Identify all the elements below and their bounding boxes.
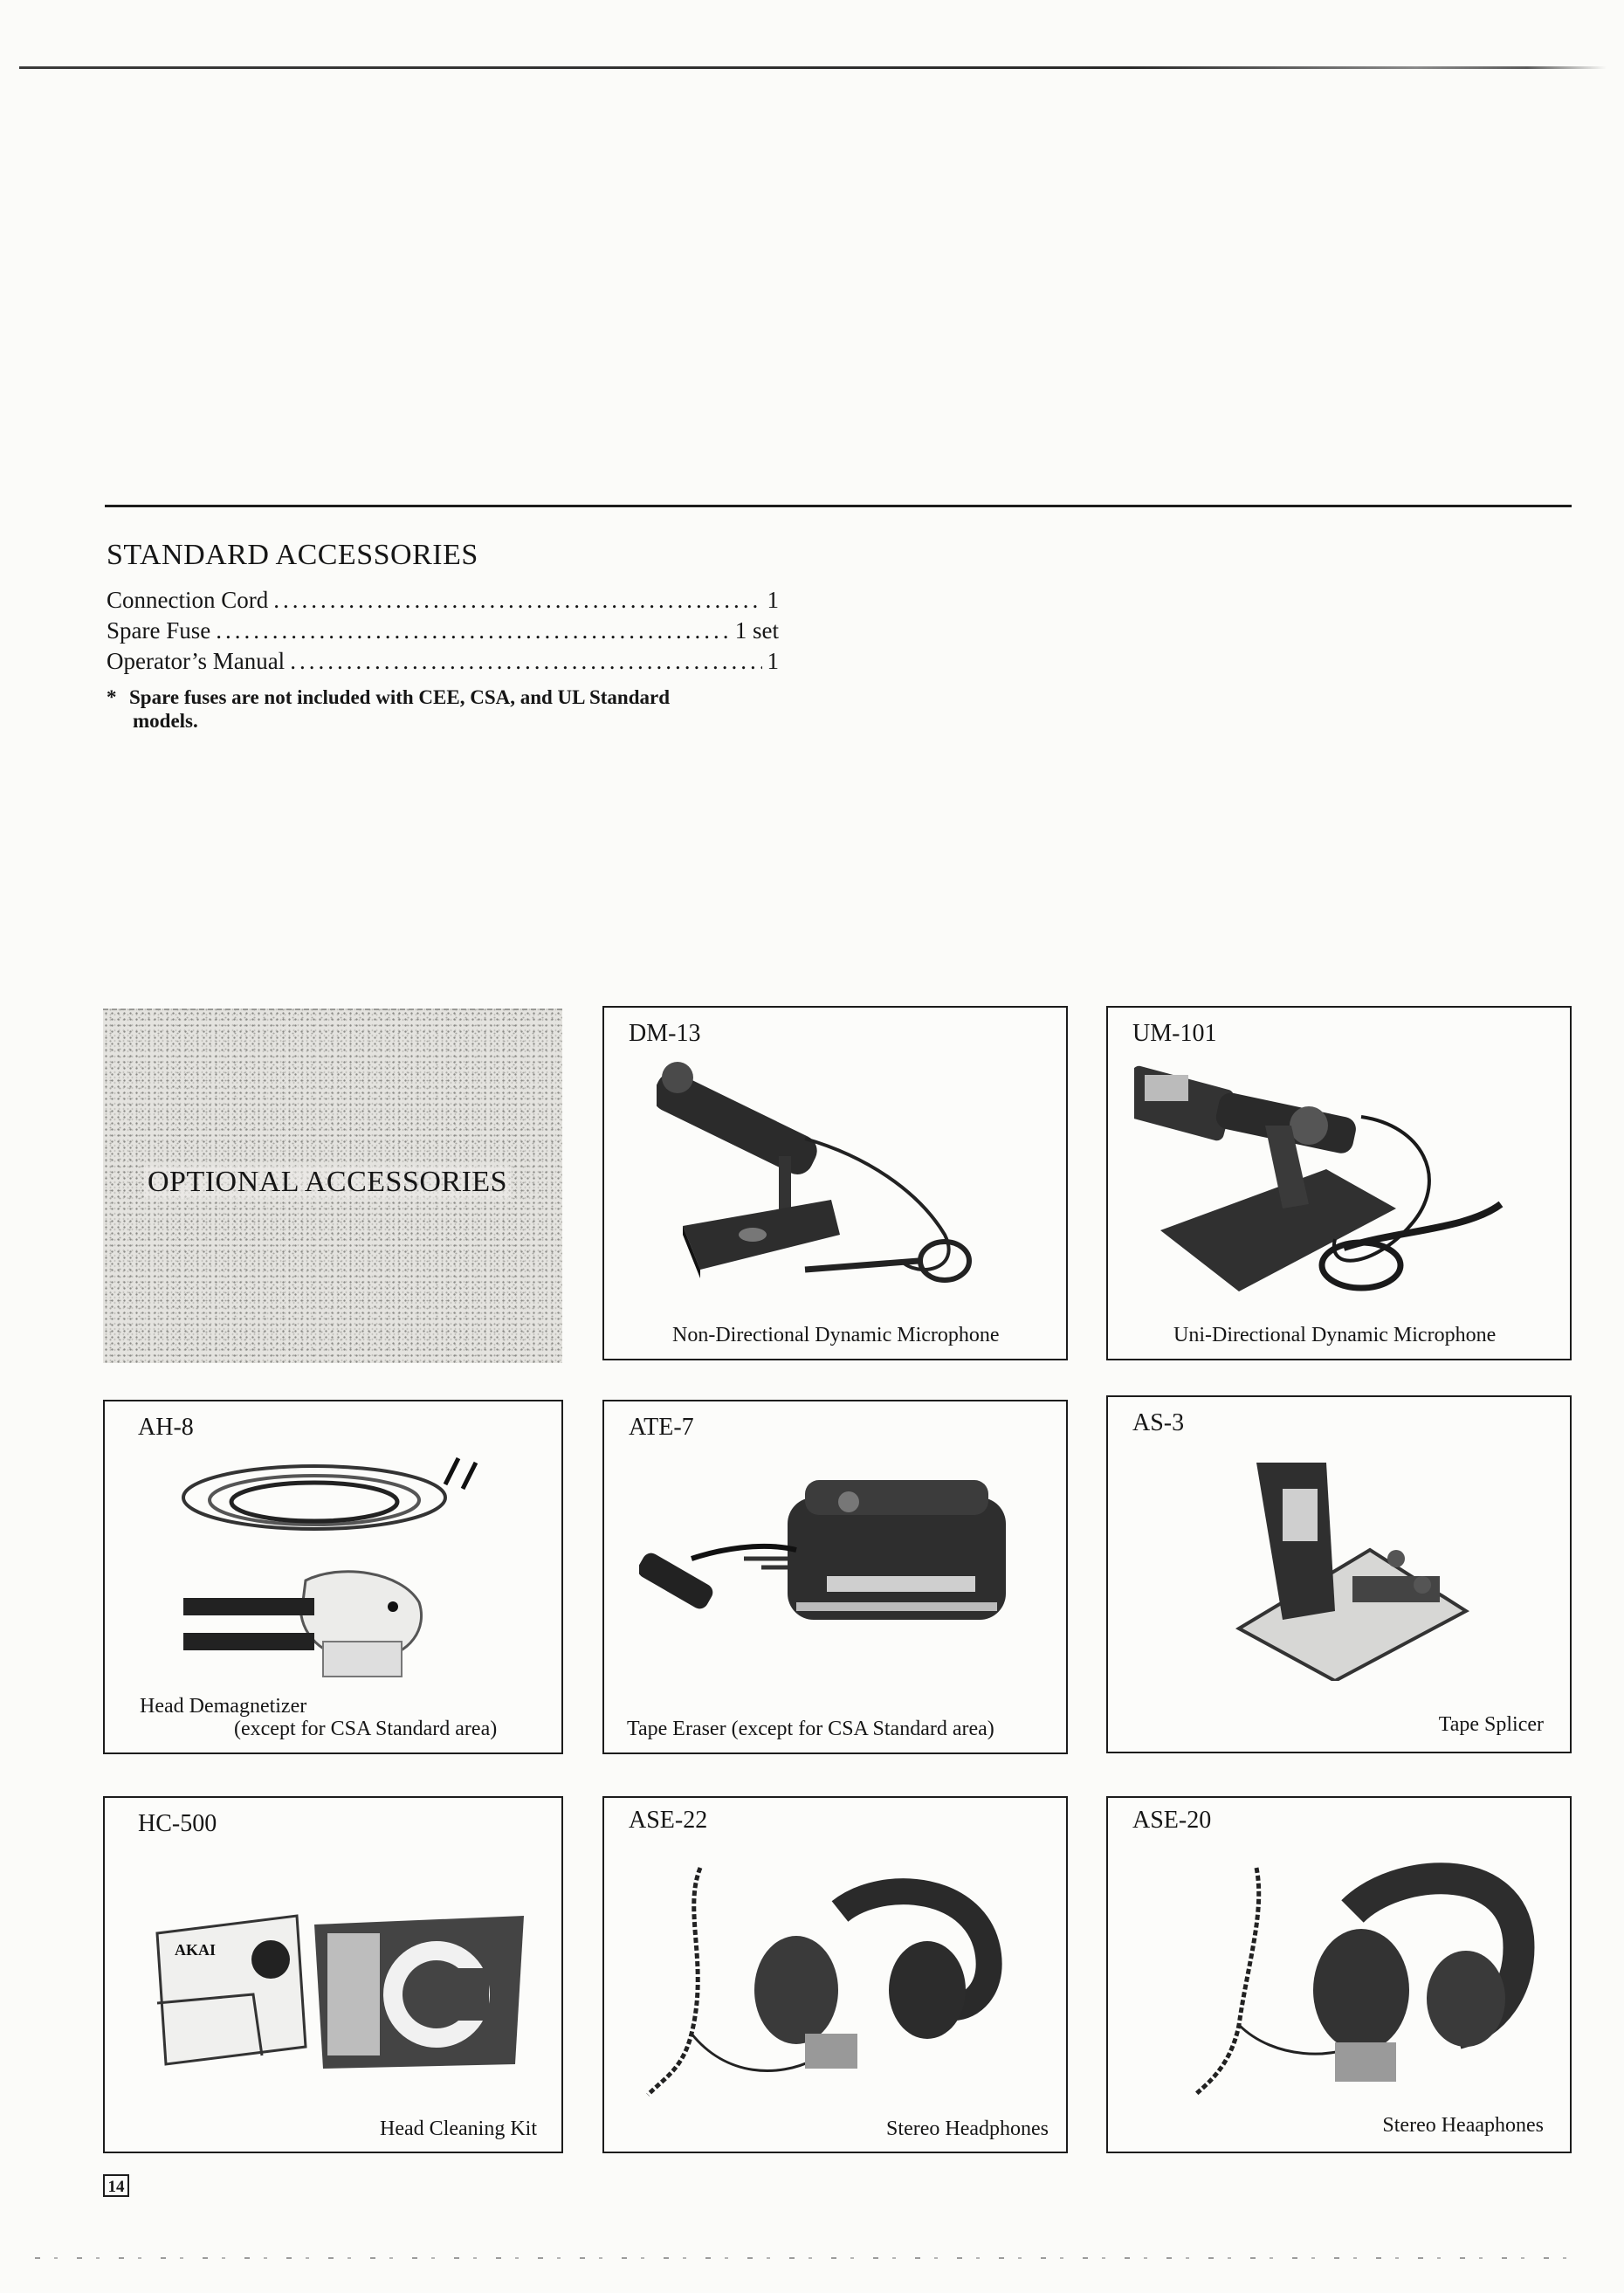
stereo-headphones-photo: [639, 1859, 1041, 2112]
accessory-row: [107, 617, 779, 648]
tape-splicer-photo: [1221, 1454, 1483, 1681]
accessory-label: Spare Fuse: [107, 617, 211, 644]
caption-line-1: Head Demagnetizer: [140, 1695, 307, 1718]
accessory-card-as3: [1106, 1395, 1572, 1753]
accessory-card-dm13: [602, 1006, 1068, 1360]
fuse-note: [107, 685, 779, 733]
caption-line-2: (except for CSA Standard area): [234, 1718, 498, 1740]
model-label: AS-3: [1132, 1409, 1185, 1436]
accessory-qty: 1: [767, 648, 779, 674]
caption: Head Cleaning Kit: [380, 2117, 537, 2140]
accessory-qty: 1: [767, 587, 779, 613]
section-divider: [105, 505, 1572, 507]
note-line-2: models.: [133, 710, 198, 732]
model-label: AH-8: [138, 1414, 194, 1441]
caption: Stereo Headphones: [886, 2117, 1049, 2140]
note-asterisk: *: [107, 686, 117, 708]
dynamic-microphone-photo: [657, 1060, 1023, 1305]
optional-accessories-title: OPTIONAL ACCESSORIES: [144, 1166, 511, 1199]
accessory-row: [107, 587, 779, 617]
model-label: ASE-22: [629, 1807, 708, 1834]
page-number: 14: [103, 2174, 129, 2197]
caption: Tape Splicer: [1438, 1713, 1544, 1736]
head-demagnetizer-photo: [157, 1449, 524, 1694]
tape-eraser-photo: [639, 1463, 1041, 1698]
accessory-qty: 1 set: [734, 617, 779, 644]
accessory-label: Operator’s Manual: [107, 648, 286, 674]
caption: Non-Directional Dynamic Microphone: [672, 1324, 1000, 1346]
unidirectional-microphone-photo: [1134, 1056, 1545, 1318]
accessory-card-ase20: [1106, 1796, 1572, 2153]
leader-dots: [216, 617, 730, 644]
leader-dots: [273, 587, 761, 614]
caption: Uni-Directional Dynamic Microphone: [1173, 1324, 1497, 1346]
model-label: UM-101: [1132, 1020, 1217, 1047]
accessory-card-ah8: [103, 1400, 563, 1754]
accessory-card-um101: [1106, 1006, 1572, 1360]
package-brand-text: AKAI: [175, 1941, 217, 1959]
model-label: DM-13: [629, 1020, 701, 1047]
accessory-row: [107, 648, 779, 678]
accessory-label: Connection Cord: [107, 587, 269, 613]
bottom-scan-noise: [35, 2257, 1572, 2259]
standard-accessories-list: [107, 587, 779, 678]
standard-accessories-title: STANDARD ACCESSORIES: [107, 539, 478, 571]
model-label: ATE-7: [629, 1414, 694, 1441]
accessory-card-ase22: [602, 1796, 1068, 2153]
accessory-card-hc500: [103, 1796, 563, 2153]
model-label: HC-500: [138, 1810, 217, 1837]
stereo-headphones-photo: [1134, 1850, 1545, 2112]
leader-dots: [290, 648, 761, 675]
accessory-card-ate7: [602, 1400, 1068, 1754]
top-scan-rule: [19, 66, 1607, 69]
caption: Stereo Heaaphones: [1382, 2114, 1544, 2137]
model-label: ASE-20: [1132, 1807, 1212, 1834]
caption: Tape Eraser (except for CSA Standard area): [627, 1718, 994, 1740]
note-line-1: Spare fuses are not included with CEE, CSA, and UL Standard: [129, 686, 671, 708]
head-cleaning-kit-photo: [148, 1907, 533, 2082]
